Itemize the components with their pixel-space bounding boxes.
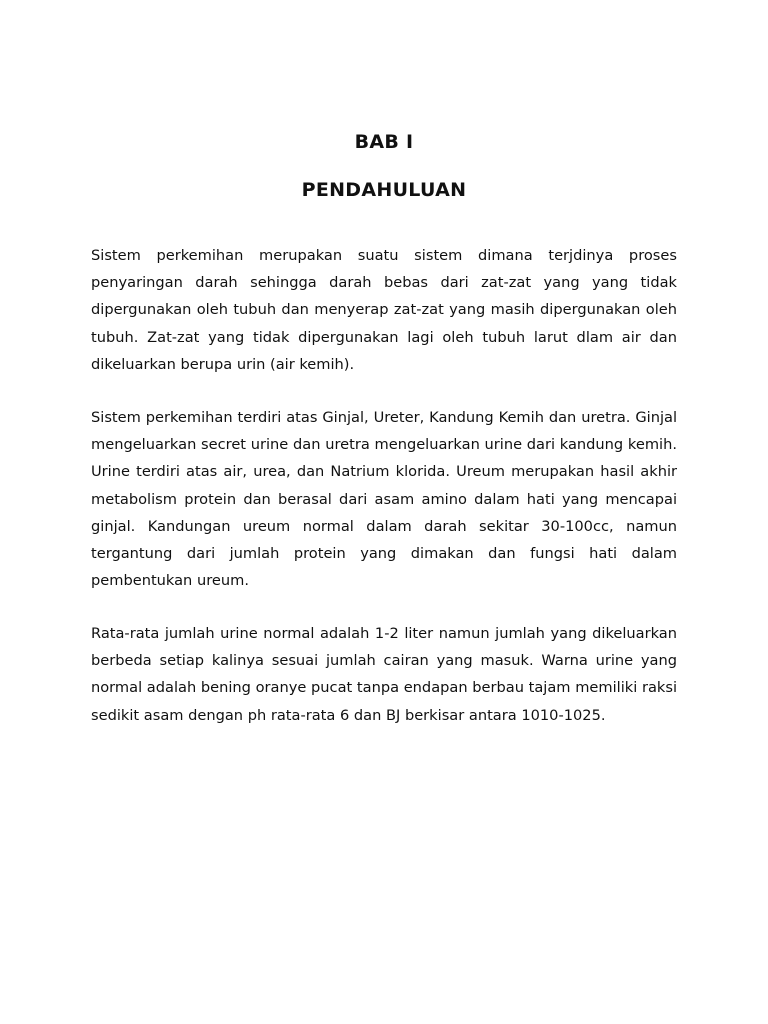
chapter-heading: BAB I bbox=[354, 131, 414, 153]
body-paragraph-3: Rata-rata jumlah urine normal adalah 1-2 liter namun jumlah yang dikeluarkan berbeda setiap kalinya sesuai jumlah cairan yang masuk. Warna urine yang normal adalah bening oranye pucat tanpa endapan berbau tajam memiliki raksi sedikit asam dengan ph rata-rata 6 dan BJ berkisar antara 1010-1025. bbox=[91, 625, 677, 724]
body-paragraph-2: Sistem perkemihan terdiri atas Ginjal, Ureter, Kandung Kemih dan uretra. Ginjal mengeluarkan secret urine dan uretra mengeluarkan urine dari kandung kemih. Urine terdiri atas air, urea, dan Natrium klorida. Ureum merupakan hasil akhir metabolism protein dan berasal dari asam amino dalam hati yang mencapai ginjal. Kandungan ureum normal dalam darah sekitar 30-100cc, namun tergantung dari jumlah protein yang dimakan dan fungsi hati dalam pembentukan ureum. bbox=[91, 409, 677, 590]
body-paragraph-1: Sistem perkemihan merupakan suatu sistem dimana terjdinya proses penyaringan darah sehingga darah bebas dari zat-zat yang yang tidak dipergunakan oleh tubuh dan menyerap zat-zat yang masih dipergunakan oleh tubuh. Zat-zat yang tidak dipergunakan lagi oleh tubuh larut dlam air dan dikeluarkan berupa urin (air kemih). bbox=[91, 247, 677, 373]
chapter-title: PENDAHULUAN bbox=[301, 179, 467, 201]
